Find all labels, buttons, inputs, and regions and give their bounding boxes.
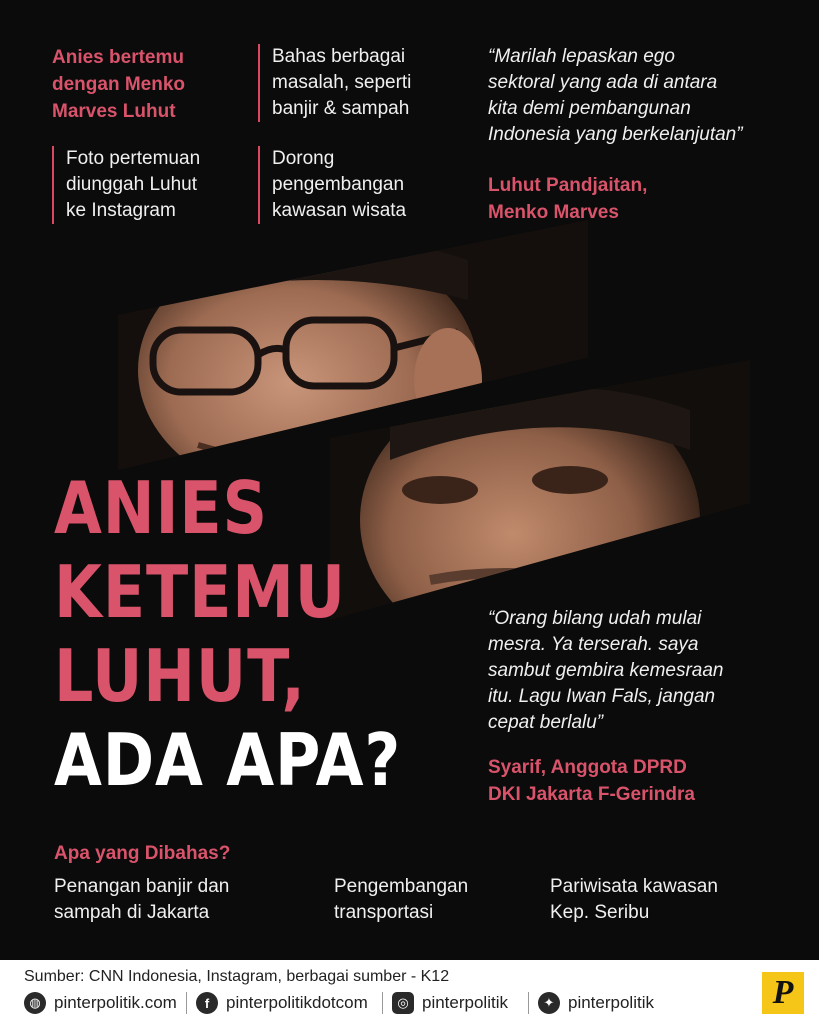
attribution-line: Luhut Pandjaitan, (488, 175, 648, 196)
twitter-text: pinterpolitik (568, 993, 654, 1012)
source-line (24, 968, 449, 986)
facebook-icon: f (196, 992, 218, 1014)
headline-question: ADA APA? (54, 718, 402, 802)
topic-item (334, 874, 468, 926)
facebook-link[interactable] (196, 990, 368, 1016)
twitter-link[interactable] (538, 990, 654, 1016)
quote-line: Indonesia yang berkelanjutan” (488, 124, 743, 145)
headline-line: KETEMU (54, 550, 346, 634)
topic-line: Penangan banjir dan (54, 876, 230, 897)
note-line: Foto pertemuan (66, 148, 201, 169)
discussion-note (258, 44, 411, 122)
note-line: banjir & sampah (272, 98, 410, 119)
note-line: Dorong (272, 148, 335, 169)
quote-line: cepat berlalu” (488, 712, 604, 733)
divider (186, 992, 187, 1014)
quote-line: “Orang bilang udah mulai (488, 608, 702, 629)
syarif-attribution (488, 754, 695, 808)
divider (382, 992, 383, 1014)
instagram-text: pinterpolitik (422, 993, 508, 1012)
note-line: diunggah Luhut (66, 174, 198, 195)
instagram-icon: ◎ (392, 992, 414, 1014)
topic-line: Pariwisata kawasan (550, 876, 718, 897)
website-text: pinterpolitik.com (54, 993, 177, 1012)
pinterpolitik-logo: P (762, 972, 804, 1014)
attribution-line: DKI Jakarta F-Gerindra (488, 784, 695, 805)
source-text: CNN Indonesia, Instagram, berbagai sumber - K12 (88, 968, 450, 985)
quote-line: “Marilah lepaskan ego (488, 46, 675, 67)
meeting-heading-line: Marves Luhut (52, 101, 176, 122)
syarif-quote (488, 606, 724, 736)
attribution-line: Syarif, Anggota DPRD (488, 757, 687, 778)
quote-line: kita demi pembangunan (488, 98, 691, 119)
topics-heading: Apa yang Dibahas? (54, 843, 231, 864)
quote-line: sambut gembira kemesraan (488, 660, 724, 681)
note-line: Bahas berbagai (272, 46, 406, 67)
headline-line: LUHUT, (54, 634, 306, 718)
quote-line: itu. Lagu Iwan Fals, jangan (488, 686, 716, 707)
twitter-icon: ✦ (538, 992, 560, 1014)
website-link[interactable] (24, 990, 177, 1016)
topic-line: transportasi (334, 902, 434, 923)
attribution-line: Menko Marves (488, 202, 619, 223)
note-line: masalah, seperti (272, 72, 412, 93)
source-label: Sumber: (24, 968, 85, 985)
note-line: ke Instagram (66, 200, 176, 221)
topic-item (54, 874, 229, 926)
tourism-note (258, 146, 406, 224)
note-line: kawasan wisata (272, 200, 407, 221)
luhut-attribution (488, 172, 647, 226)
globe-icon: ◍ (24, 992, 46, 1014)
luhut-quote (488, 44, 743, 148)
topic-item (550, 874, 718, 926)
quote-line: sektoral yang ada di antara (488, 72, 718, 93)
topic-line: Kep. Seribu (550, 902, 650, 923)
topic-line: Pengembangan (334, 876, 469, 897)
meeting-heading-line: dengan Menko (52, 74, 186, 95)
topic-line: sampah di Jakarta (54, 902, 210, 923)
meeting-heading (52, 44, 185, 125)
headline-line: ANIES (54, 466, 268, 550)
note-line: pengembangan (272, 174, 405, 195)
headline (54, 466, 401, 802)
instagram-note (52, 146, 200, 224)
quote-line: mesra. Ya terserah. saya (488, 634, 699, 655)
divider (528, 992, 529, 1014)
facebook-text: pinterpolitikdotcom (226, 993, 368, 1012)
meeting-heading-line: Anies bertemu (52, 47, 184, 68)
instagram-link[interactable] (392, 990, 508, 1016)
